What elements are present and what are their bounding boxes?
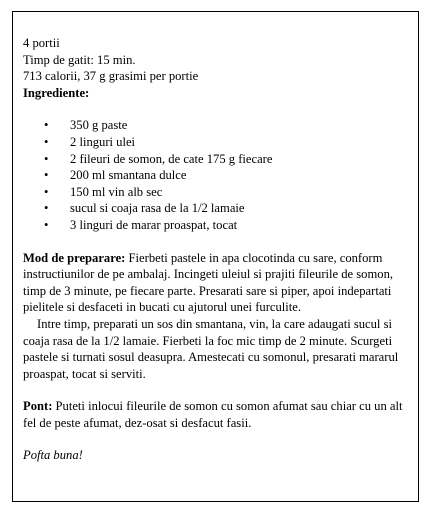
list-item <box>23 151 412 168</box>
ingredient-text: 350 g paste <box>70 118 128 133</box>
tip-text: Puteti inlocui fileurile de somon cu somon afumat sau chiar cu un alt fel de peste afumat, dez-osat si desfacut fasii. <box>23 399 403 430</box>
bullet-icon: • <box>44 151 49 166</box>
nutrition-info: 713 calorii, 37 g grasimi per portie <box>23 69 199 84</box>
bullet-icon: • <box>44 118 49 133</box>
ingredient-text: 2 linguri ulei <box>70 134 136 149</box>
list-item <box>23 167 412 184</box>
bullet-icon: • <box>44 201 49 216</box>
tip-paragraph <box>23 398 412 431</box>
tip-label: Pont: <box>23 399 53 414</box>
servings: 4 portii <box>23 36 60 50</box>
ingredient-text: sucul si coaja rasa de la 1/2 lamaie <box>70 201 245 216</box>
method-label: Mod de preparare: <box>23 250 126 265</box>
closing-text: Pofta buna! <box>23 448 83 463</box>
ingredient-text: 200 ml smantana dulce <box>70 168 187 183</box>
list-item <box>23 184 412 201</box>
bullet-icon: • <box>44 134 49 149</box>
cooking-time: Timp de gatit: 15 min. <box>23 52 136 67</box>
recipe-card <box>12 11 419 502</box>
ingredient-text: 150 ml vin alb sec <box>70 184 163 199</box>
bullet-icon: • <box>44 217 49 232</box>
bullet-icon: • <box>44 168 49 183</box>
bullet-icon: • <box>44 184 49 199</box>
ingredient-text: 2 fileuri de somon, de cate 175 g fiecare <box>70 151 273 166</box>
method-text: Fierbeti pastele in apa clocotinda cu sare, conform instructiunilor de pe ambalaj. Incingeti uleiul si prajiti fileurile de somon, timp de 3 minute, pe fiecare parte. Presarati sare si piper, apoi indepartati pielitele si desfaceti in bucati cu ajutorul unei furculite. <box>23 250 394 315</box>
ingredients-list <box>23 117 412 233</box>
ingredient-text: 3 linguri de marar proaspat, tocat <box>70 217 238 232</box>
method-paragraph-2: Intre timp, preparati un sos din smantana, vin, la care adaugati sucul si coaja rasa de la 1/2 lamaie. Fierbeti la foc mic timp de 2 minute. Scurgeti pastele si turnati sosul deasupra. Amestecati cu somonul, presarati mararul proaspat, tocat si serviti. <box>23 316 399 381</box>
method-paragraph <box>23 250 412 316</box>
recipe-content <box>23 35 412 464</box>
ingredients-heading: Ingrediente: <box>23 85 90 100</box>
list-item <box>23 200 412 217</box>
list-item <box>23 117 412 134</box>
list-item <box>23 217 412 234</box>
list-item <box>23 134 412 151</box>
